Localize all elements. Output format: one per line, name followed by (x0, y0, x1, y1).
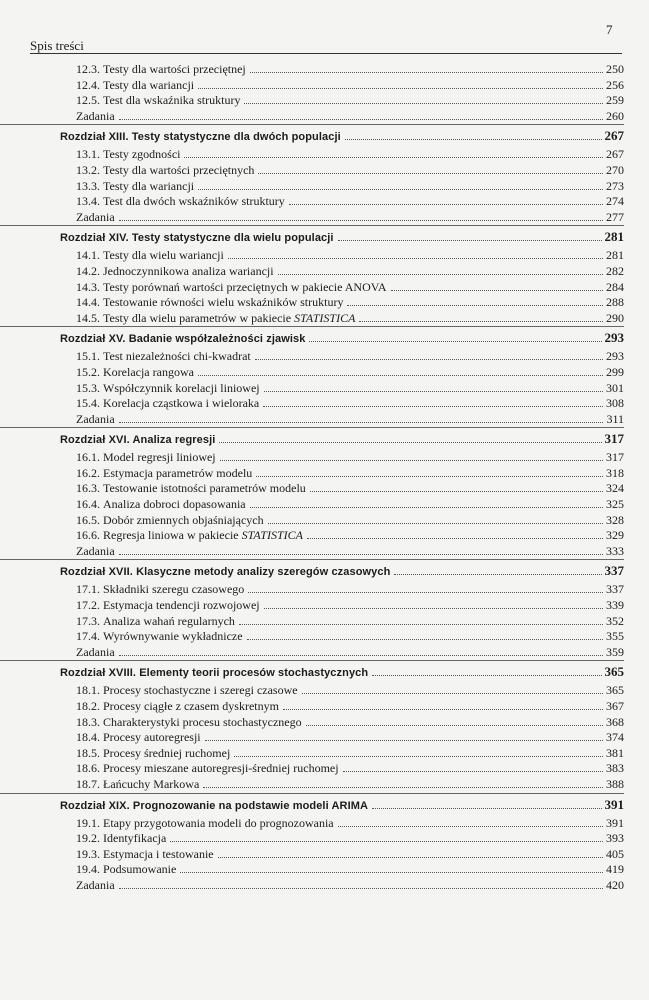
dot-leader (343, 771, 603, 772)
entry-number: 17.3. (76, 613, 100, 628)
toc-entry[interactable] (60, 847, 624, 863)
chapter-heading[interactable] (60, 794, 624, 816)
entry-title: Wyrównywanie wykładnicze (103, 629, 243, 644)
entry-title: Jednoczynnikowa analiza wariancji (103, 263, 274, 278)
dot-leader (258, 173, 603, 174)
entry-page: 273 (606, 178, 624, 193)
entry-title: Testy dla wariancji (103, 178, 195, 193)
toc-entry[interactable] (60, 497, 624, 513)
entry-page: 388 (606, 776, 624, 791)
entry-page: 420 (606, 877, 624, 892)
dot-leader (359, 321, 603, 322)
chapter-title: Testy statystyczne dla wielu populacji (131, 232, 334, 245)
entry-number: 18.5. (76, 745, 100, 760)
dot-leader (119, 554, 603, 555)
dot-leader (203, 787, 603, 788)
toc-entry[interactable] (60, 93, 624, 109)
chapter-title: Elementy teorii procesów stochastycznych (139, 667, 369, 680)
entry-number: 15.1. (76, 349, 100, 364)
entry-title: Test dla wskaźnika struktury (103, 93, 241, 108)
chapter-heading[interactable] (60, 327, 624, 349)
entry-title: Analiza dobroci dopasowania (103, 497, 246, 512)
entry-number: 18.6. (76, 761, 100, 776)
entry-number: 17.4. (76, 629, 100, 644)
dot-leader (119, 655, 603, 656)
toc-entry[interactable] (60, 862, 624, 878)
entry-page: 329 (606, 528, 624, 543)
entry-title: Procesy autoregresji (103, 730, 201, 745)
entry-page: 267 (606, 147, 624, 162)
entry-number: 15.3. (76, 380, 100, 395)
entry-page: 299 (606, 364, 624, 379)
entry-page: 288 (606, 295, 624, 310)
entry-title: Procesy mieszane autoregresji-średniej ruchomej (103, 761, 339, 776)
entry-number: 18.7. (76, 776, 100, 791)
dot-leader (170, 841, 603, 842)
entry-title: Testowanie równości wielu wskaźników struktury (103, 295, 344, 310)
entry-number: 16.3. (76, 481, 100, 496)
dot-leader (119, 220, 603, 221)
toc-entry[interactable] (60, 412, 624, 428)
chapter-label: Rozdział XVI. (60, 434, 130, 447)
entry-title-italic: STATISTICA (294, 310, 356, 325)
toc-entry[interactable] (60, 761, 624, 777)
entry-title: Procesy średniej ruchomej (103, 745, 231, 760)
entry-number: 17.2. (76, 598, 100, 613)
chapter-label: Rozdział XVII. (60, 566, 133, 579)
toc-entry[interactable] (60, 598, 624, 614)
toc-entry[interactable] (60, 878, 624, 894)
entry-page: 293 (606, 349, 624, 364)
dot-leader (220, 460, 603, 461)
chapter-heading[interactable] (60, 661, 624, 683)
entry-page: 277 (606, 209, 624, 224)
entry-title: Zadania (76, 644, 115, 659)
dot-leader (119, 422, 604, 423)
chapter-title: Analiza regresji (132, 434, 216, 447)
dot-leader (264, 391, 603, 392)
entry-title: Zadania (76, 411, 115, 426)
toc-entry[interactable] (60, 365, 624, 381)
entry-title: Zadania (76, 877, 115, 892)
dot-leader (302, 693, 603, 694)
entry-title: Dobór zmiennych objaśniających (103, 512, 264, 527)
entry-page: 281 (606, 248, 624, 263)
dot-leader (310, 491, 603, 492)
entry-title: Charakterystyki procesu stochastycznego (103, 714, 302, 729)
entry-page: 308 (606, 396, 624, 411)
toc-chapter (0, 225, 624, 326)
entry-number: 18.1. (76, 683, 100, 698)
entry-title-italic: STATISTICA (241, 528, 303, 543)
entry-page: 256 (606, 77, 624, 92)
toc-chapter (0, 124, 624, 225)
chapter-page: 365 (604, 664, 624, 680)
entry-page: 405 (606, 846, 624, 861)
entry-page: 365 (606, 683, 624, 698)
dot-leader (307, 538, 603, 539)
toc-entry[interactable] (60, 481, 624, 497)
entry-page: 260 (606, 108, 624, 123)
entry-title: Testy dla wartości przeciętnych (103, 162, 255, 177)
chapter-page: 337 (604, 563, 624, 579)
toc-entry[interactable] (60, 614, 624, 630)
entry-number: 15.2. (76, 364, 100, 379)
entry-page: 317 (606, 450, 624, 465)
entry-number: 12.5. (76, 93, 100, 108)
dot-leader (391, 290, 603, 291)
entry-title: Zadania (76, 108, 115, 123)
dot-leader (234, 756, 603, 757)
entry-page: 250 (606, 62, 624, 76)
entry-number: 18.3. (76, 714, 100, 729)
entry-title: Procesy stochastyczne i szeregi czasowe (103, 683, 298, 698)
dot-leader (345, 139, 602, 140)
entry-title: Testy dla wielu parametrów w pakiecie (103, 310, 292, 325)
entry-page: 325 (606, 497, 624, 512)
entry-title: Współczynnik korelacji liniowej (103, 380, 260, 395)
chapter-title: Testy statystyczne dla dwóch populacji (131, 131, 341, 144)
dot-leader (247, 639, 603, 640)
dot-leader (255, 359, 603, 360)
dot-leader (198, 189, 603, 190)
chapter-heading[interactable] (60, 428, 624, 450)
entry-page: 284 (606, 279, 624, 294)
entry-number: 19.3. (76, 846, 100, 861)
entry-number: 15.4. (76, 396, 100, 411)
dot-leader (119, 119, 603, 120)
chapter-heading[interactable] (60, 125, 624, 147)
chapter-page: 391 (604, 796, 624, 812)
dot-leader (184, 157, 603, 158)
toc-entry[interactable] (60, 544, 624, 560)
chapter-label: Rozdział XIII. (60, 131, 129, 144)
toc-entry[interactable] (60, 645, 624, 661)
entry-page: 383 (606, 761, 624, 776)
header-rule (30, 53, 622, 54)
toc-entry[interactable] (60, 295, 624, 311)
entry-page: 374 (606, 730, 624, 745)
toc-entry[interactable] (60, 528, 624, 544)
entry-page: 337 (606, 582, 624, 597)
entry-title: Zadania (76, 543, 115, 558)
entry-number: 14.3. (76, 279, 100, 294)
running-head: Spis treści (30, 38, 84, 53)
dot-leader (394, 574, 601, 575)
entry-number: 14.1. (76, 248, 100, 263)
dot-leader (218, 857, 603, 858)
dot-leader (263, 406, 603, 407)
entry-number: 16.4. (76, 497, 100, 512)
dot-leader (198, 88, 603, 89)
entry-title: Procesy ciągłe z czasem dyskretnym (103, 699, 279, 713)
entry-page: 355 (606, 629, 624, 644)
entry-number: 12.3. (76, 62, 100, 76)
entry-page: 391 (606, 815, 624, 830)
dot-leader (180, 872, 603, 873)
chapter-label: Rozdział XV. (60, 333, 126, 346)
toc-entry[interactable] (60, 629, 624, 645)
entry-page: 393 (606, 831, 624, 846)
toc-entry[interactable] (60, 715, 624, 731)
toc-entry[interactable] (60, 730, 624, 746)
entry-title: Estymacja parametrów modelu (103, 465, 253, 480)
entry-title: Estymacja tendencji rozwojowej (103, 598, 260, 613)
entry-title: Test dla dwóch wskaźników struktury (103, 194, 285, 209)
entry-title: Etapy przygotowania modeli do prognozowania (103, 815, 334, 830)
entry-page: 328 (606, 512, 624, 527)
chapter-label: Rozdział XIX. (60, 799, 130, 812)
entry-number: 13.4. (76, 194, 100, 209)
toc-entry[interactable] (60, 210, 624, 226)
entry-title: Regresja liniowa w pakiecie (103, 528, 239, 543)
toc-entry[interactable] (60, 582, 624, 598)
toc-entry[interactable] (60, 109, 624, 125)
dot-leader (372, 675, 601, 676)
entry-title: Korelacja rangowa (103, 364, 194, 379)
toc-entry[interactable] (60, 147, 624, 163)
entry-page: 368 (606, 714, 624, 729)
dot-leader (372, 808, 601, 809)
chapter-title: Badanie współzależności zjawisk (128, 333, 306, 346)
dot-leader (250, 72, 603, 73)
toc-entry[interactable] (60, 396, 624, 412)
chapter-page: 267 (604, 128, 624, 144)
entry-page: 270 (606, 162, 624, 177)
dot-leader (205, 740, 603, 741)
toc-entry[interactable] (60, 746, 624, 762)
dot-leader (338, 240, 602, 241)
entry-number: 16.2. (76, 465, 100, 480)
chapter-page: 317 (604, 431, 624, 447)
dot-leader (239, 624, 603, 625)
entry-page: 290 (606, 310, 624, 325)
entry-number: 17.1. (76, 582, 100, 597)
dot-leader (264, 608, 603, 609)
entry-title: Analiza wahań regularnych (103, 613, 235, 628)
entry-title: Zadania (76, 209, 115, 224)
entry-number: 16.5. (76, 512, 100, 527)
entry-number: 12.4. (76, 77, 100, 92)
chapter-title: Prognozowanie na podstawie modeli ARIMA (132, 799, 369, 812)
dot-leader (309, 341, 601, 342)
toc-entry[interactable] (60, 62, 624, 78)
table-of-contents (0, 62, 649, 894)
entry-number: 14.5. (76, 310, 100, 325)
entry-page: 381 (606, 745, 624, 760)
entry-title: Testowanie istotności parametrów modelu (103, 481, 306, 496)
toc-entry[interactable] (60, 466, 624, 482)
dot-leader (198, 375, 603, 376)
entry-page: 333 (606, 543, 624, 558)
toc-entry[interactable] (60, 264, 624, 280)
entry-number: 16.6. (76, 528, 100, 543)
toc-entry[interactable] (60, 311, 624, 327)
toc-entry[interactable] (60, 163, 624, 179)
chapter-label: Rozdział XIV. (60, 232, 129, 245)
toc-chapter (0, 326, 624, 427)
toc-entry[interactable] (60, 78, 624, 94)
entry-number: 19.1. (76, 815, 100, 830)
dot-leader (268, 523, 603, 524)
entry-title: Testy dla wariancji (103, 77, 195, 92)
dot-leader (219, 442, 601, 443)
toc-entry[interactable] (60, 349, 624, 365)
entry-number: 14.2. (76, 263, 100, 278)
entry-page: 318 (606, 465, 624, 480)
dot-leader (228, 258, 603, 259)
toc-chapter (0, 427, 624, 559)
chapter-heading[interactable] (60, 560, 624, 582)
chapter-page: 281 (604, 229, 624, 245)
entry-number: 13.3. (76, 178, 100, 193)
toc-entry[interactable] (60, 450, 624, 466)
toc-entry[interactable] (60, 513, 624, 529)
entry-page: 259 (606, 93, 624, 108)
toc-entry[interactable] (60, 381, 624, 397)
chapter-heading[interactable] (60, 226, 624, 248)
entry-number: 19.2. (76, 831, 100, 846)
dot-leader (250, 507, 603, 508)
toc-chapter (0, 559, 624, 660)
entry-number: 18.4. (76, 730, 100, 745)
entry-title: Podsumowanie (103, 862, 177, 877)
chapter-page: 293 (604, 330, 624, 346)
entry-title: Składniki szeregu czasowego (103, 582, 245, 597)
entry-title: Test niezależności chi-kwadrat (103, 349, 251, 364)
entry-title: Testy dla wielu wariancji (103, 248, 224, 263)
dot-leader (289, 204, 603, 205)
entry-page: 367 (606, 699, 624, 713)
dot-leader (278, 274, 603, 275)
entry-title: Estymacja i testowanie (103, 846, 214, 861)
entry-page: 419 (606, 862, 624, 877)
entry-number: 19.4. (76, 862, 100, 877)
toc-entry[interactable] (60, 194, 624, 210)
chapter-label: Rozdział XVIII. (60, 667, 137, 680)
dot-leader (244, 103, 603, 104)
dot-leader (347, 305, 603, 306)
chapter-title: Klasyczne metody analizy szeregów czasowych (136, 566, 391, 579)
entry-number: 13.1. (76, 147, 100, 162)
entry-page: 301 (606, 380, 624, 395)
toc-chapter-continuation (0, 62, 624, 124)
entry-page: 282 (606, 263, 624, 278)
dot-leader (119, 888, 603, 889)
entry-page: 274 (606, 194, 624, 209)
entry-number: 18.2. (76, 699, 100, 713)
entry-page: 359 (606, 644, 624, 659)
toc-entry[interactable] (60, 683, 624, 699)
entry-number: 13.2. (76, 162, 100, 177)
entry-page: 352 (606, 613, 624, 628)
entry-number: 16.1. (76, 450, 100, 465)
toc-entry[interactable] (60, 699, 624, 715)
dot-leader (283, 709, 603, 710)
entry-title: Korelacja cząstkowa i wieloraka (103, 396, 260, 411)
toc-chapter (0, 660, 624, 792)
entry-page: 311 (606, 411, 624, 426)
dot-leader (256, 476, 603, 477)
dot-leader (338, 826, 603, 827)
toc-entry[interactable] (60, 179, 624, 195)
entry-page: 339 (606, 598, 624, 613)
entry-title: Łańcuchy Markowa (103, 776, 200, 791)
toc-entry[interactable] (60, 280, 624, 296)
entry-title: Identyfikacja (103, 831, 167, 846)
dot-leader (306, 725, 603, 726)
dot-leader (248, 592, 603, 593)
entry-title: Testy dla wartości przeciętnej (103, 62, 246, 76)
toc-entry[interactable] (60, 777, 624, 793)
toc-entry[interactable] (60, 831, 624, 847)
toc-chapter (0, 793, 624, 894)
entry-number: 14.4. (76, 295, 100, 310)
entry-page: 324 (606, 481, 624, 496)
toc-entry[interactable] (60, 816, 624, 832)
entry-title: Testy porównań wartości przeciętnych w pakiecie ANOVA (103, 279, 387, 294)
page-number: 7 (606, 22, 613, 37)
entry-title: Model regresji liniowej (103, 450, 216, 465)
entry-title: Testy zgodności (103, 147, 181, 162)
toc-entry[interactable] (60, 248, 624, 264)
